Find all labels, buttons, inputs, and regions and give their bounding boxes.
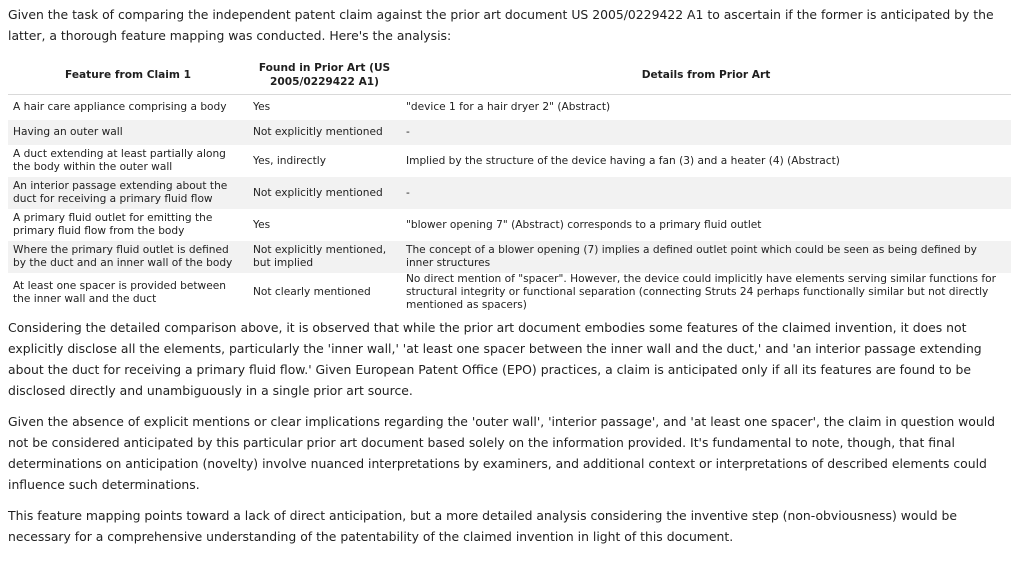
cell-details: "blower opening 7" (Abstract) corresponds to a primary fluid outlet	[406, 218, 762, 231]
cell-details: -	[401, 177, 1011, 209]
cell-feature: At least one spacer is provided between the inner wall and the duct	[13, 279, 226, 305]
feature-mapping-table	[8, 60, 1011, 312]
header-found: Found in Prior Art (US 2005/0229422 A1)	[248, 60, 401, 95]
table-row	[8, 177, 1011, 209]
cell-found: Yes	[253, 101, 271, 113]
cell-feature: Having an outer wall	[8, 120, 248, 145]
cell-details: -	[401, 120, 1011, 145]
conclusion-paragraph: Considering the detailed comparison above, it is observed that while the prior art document embodies some features of the claimed invention, it does not explicitly disclose all the elements, particularly the 'inner wall,' 'at least one spacer between the inner wall and the duct,' and 'an interior passage extending about the duct for receiving a primary fluid flow.' Given European Patent Office (EPO) practices, a claim is anticipated only if all its features are found to be disclosed directly and unambiguously in a single prior art source.	[8, 320, 982, 398]
cell-details: The concept of a blower opening (7) implies a defined outlet point which could be seen as being defined by inner structures	[401, 241, 1011, 273]
cell-found: Yes, indirectly	[253, 154, 326, 167]
table-row	[8, 145, 1011, 177]
table-row	[8, 241, 1011, 273]
cell-found: Not explicitly mentioned, but implied	[248, 241, 401, 273]
cell-details: Implied by the structure of the device having a fan (3) and a heater (4) (Abstract)	[406, 154, 840, 167]
table-row	[8, 209, 1011, 241]
table-row	[8, 273, 1011, 312]
cell-found: Yes	[253, 218, 271, 231]
table-header-row	[8, 60, 1011, 95]
cell-found: Not explicitly mentioned	[248, 177, 401, 209]
table-row	[8, 95, 1011, 121]
cell-details: "device 1 for a hair dryer 2" (Abstract)	[406, 101, 611, 113]
cell-found: Not explicitly mentioned	[248, 120, 401, 145]
cell-feature: An interior passage extending about the duct for receiving a primary fluid flow	[8, 177, 248, 209]
cell-found: Not clearly mentioned	[253, 286, 371, 298]
header-feature: Feature from Claim 1	[8, 60, 248, 95]
conclusion-paragraph: This feature mapping points toward a lack of direct anticipation, but a more detailed analysis considering the inventive step (non-obviousness) would be necessary for a comprehensive understanding of the patentability of the claimed invention in light of this document.	[8, 508, 958, 544]
intro-paragraph: Given the task of comparing the independent patent claim against the prior art document US 2005/0229422 A1 to ascertain if the former is anticipated by the latter, a thorough feature mapping was conducted. Here's the analysis:	[8, 7, 994, 43]
cell-feature: A primary fluid outlet for emitting the primary fluid flow from the body	[13, 212, 213, 237]
table-row	[8, 120, 1011, 145]
cell-feature: A duct extending at least partially along the body within the outer wall	[13, 148, 226, 173]
cell-details: No direct mention of "spacer". However, the device could implicitly have elements serving similar functions for structural integrity or functional separation (connecting Struts 24 perhaps functionally similar but not directly mentioned as spacers)	[406, 273, 996, 311]
cell-feature: Where the primary fluid outlet is defined by the duct and an inner wall of the body	[8, 241, 248, 273]
cell-feature: A hair care appliance comprising a body	[13, 101, 227, 113]
conclusion-paragraph: Given the absence of explicit mentions or clear implications regarding the 'outer wall', 'interior passage', and 'at least one spacer', the claim in question would not be considered anticipated by this particular prior art document based solely on the information provided. It's fundamental to note, though, that final determinations on anticipation (novelty) involve nuanced interpretations by examiners, and additional context or interpretations of described elements could influence such determinations.	[8, 414, 996, 492]
chat-response	[0, 4, 1022, 584]
header-details: Details from Prior Art	[401, 60, 1011, 95]
